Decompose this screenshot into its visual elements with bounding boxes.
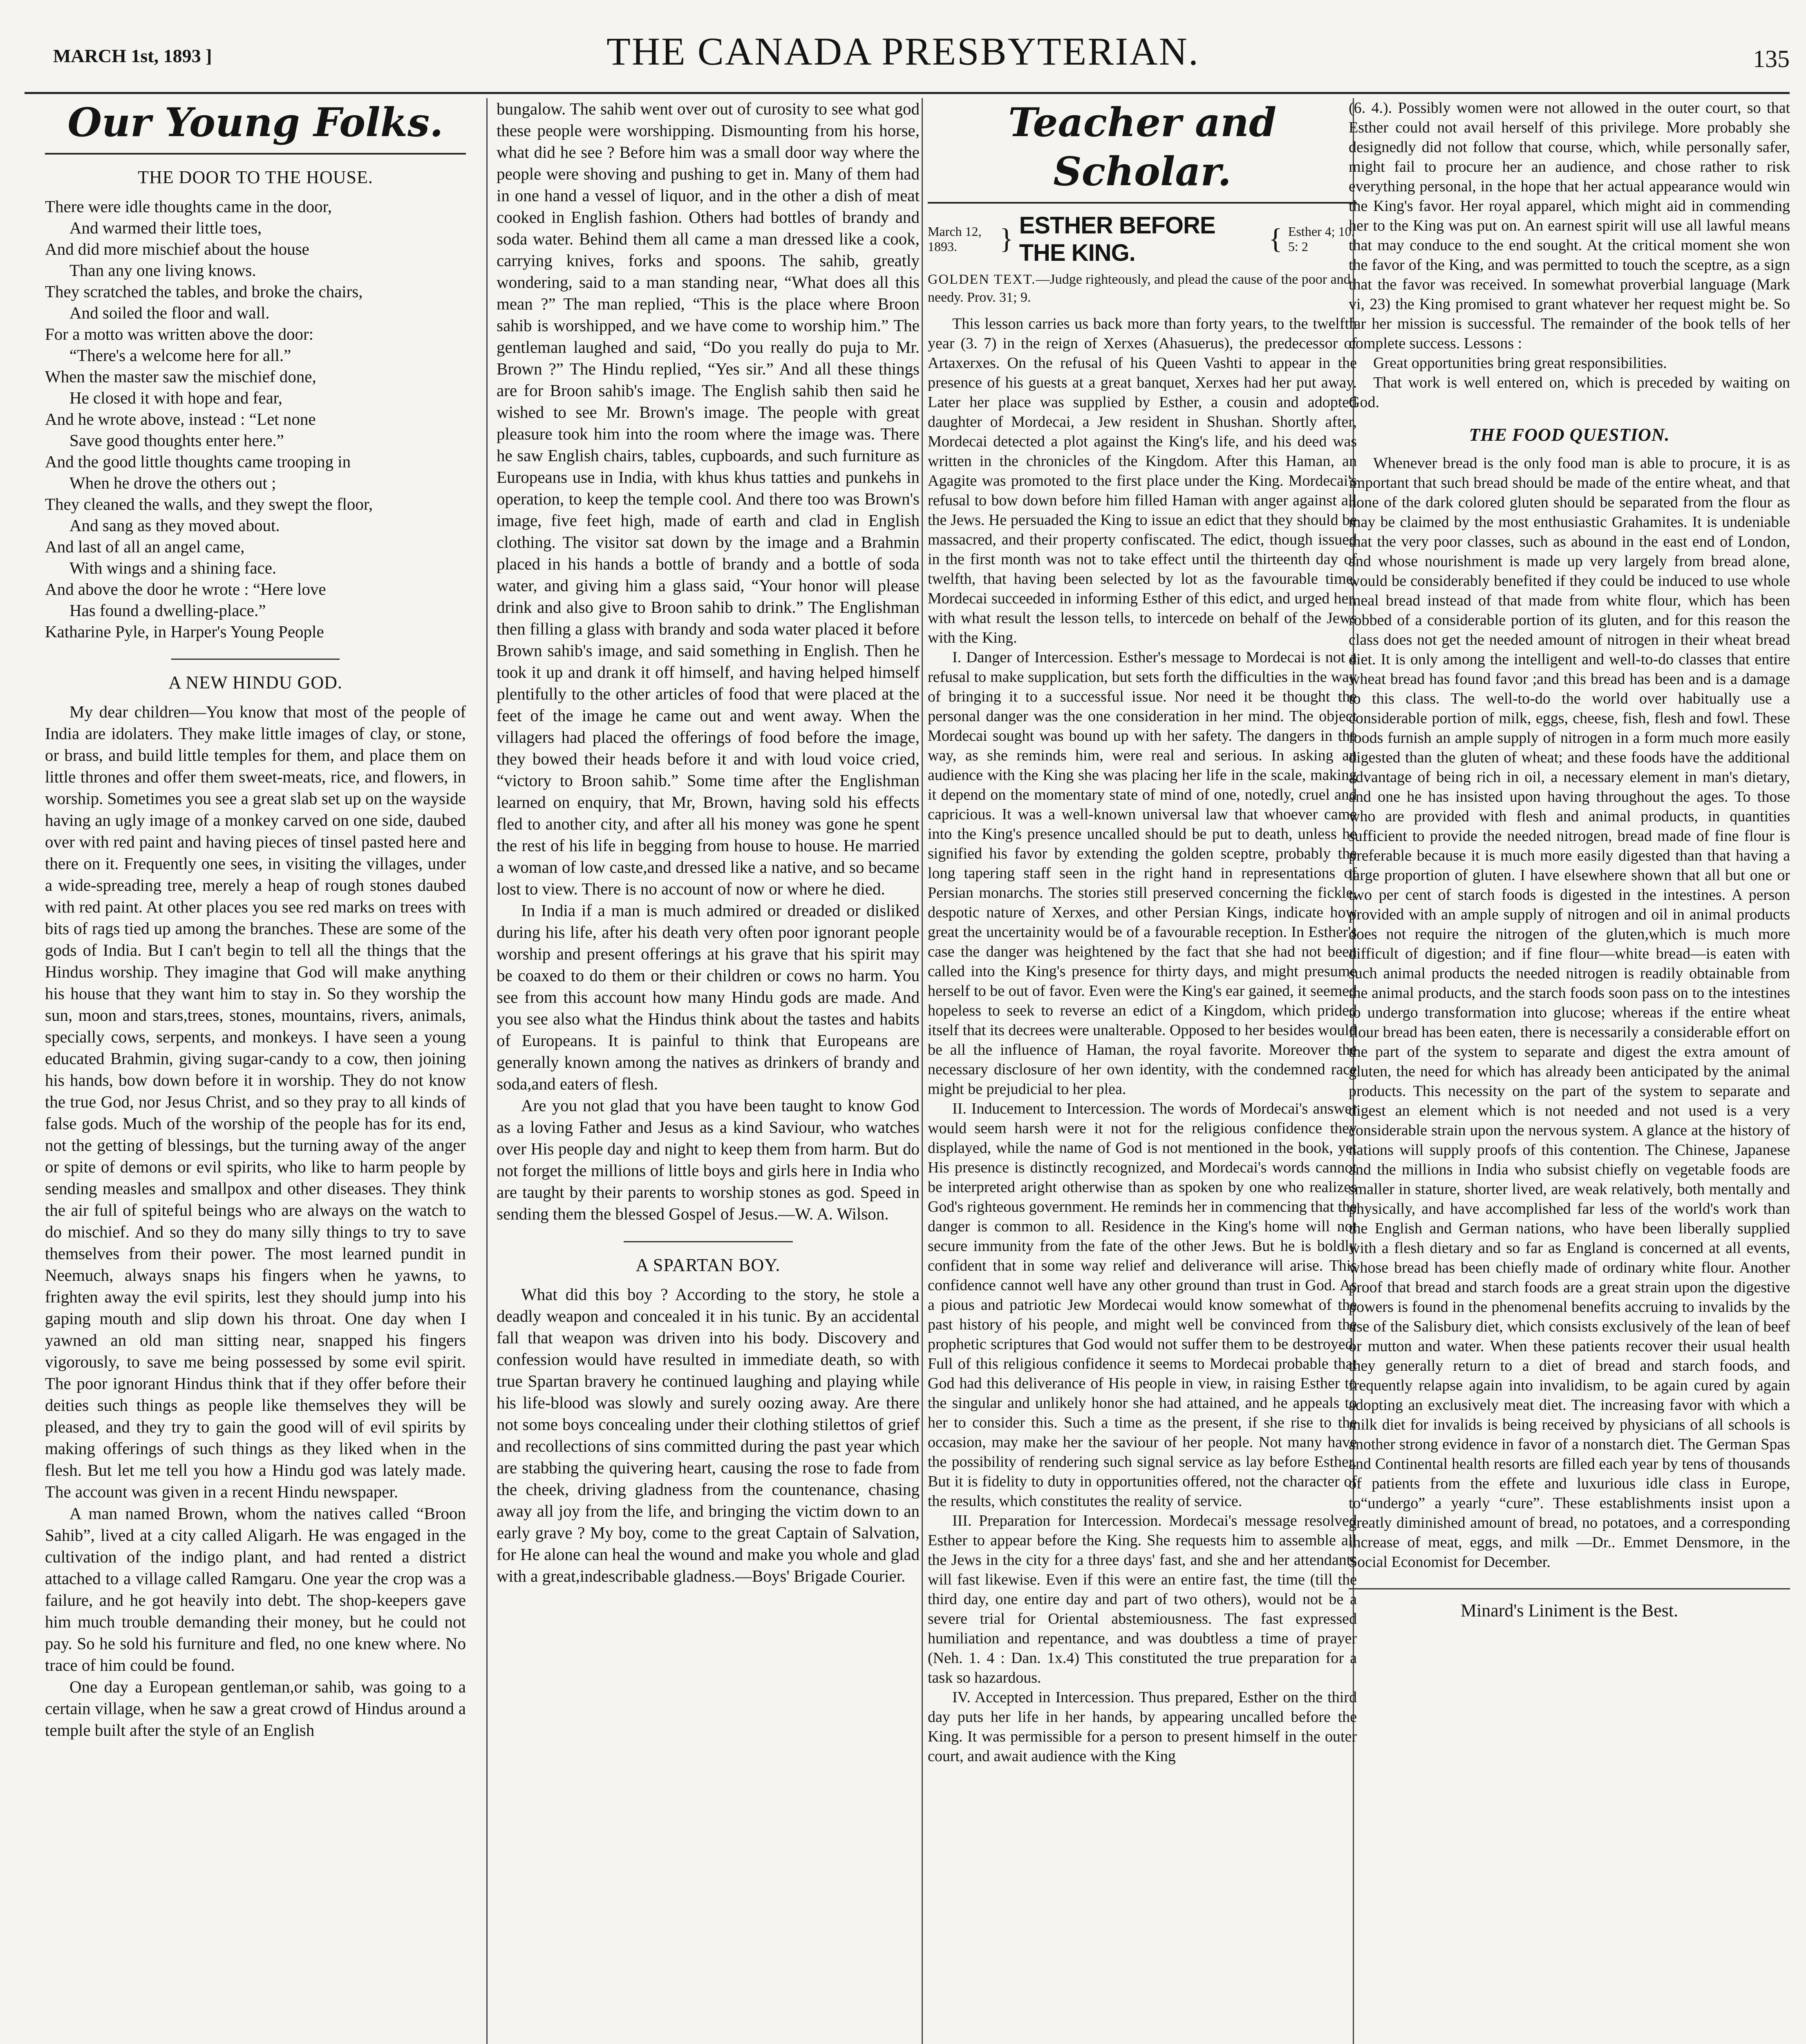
poem-byline: Katharine Pyle, in Harper's Young People (45, 622, 324, 641)
column-3 (928, 98, 1357, 2044)
poem-line: And he wrote above, instead : “Let none (45, 410, 316, 428)
divider (171, 659, 340, 660)
paragraph: (6. 4.). Possibly women were not allowed in the outer court, so that Esther could not avail herself of this privilege. More probably she designedly did not follow that course, which, while personally safer, might fail to procure her an audience, and chose rather to risk everything personal, in the hope that her actual appearance would win the King's favor. Her royal apparel, which might aid in commending her to the King was put on. An earnest spirit will use all lawful means that may conduce to the end sought. At the critical moment she won the favor of the King, and was permitted to touch the sceptre, as a sign that the favor was received. In somewhat proverbial language (Mark vi, 23) the King promised to grant whatever her request might be. So far her mission is successful. The remainder of the book tells of her complete success. Lessons : (1349, 99, 1790, 352)
column-divider (922, 98, 923, 2044)
column-2 (497, 98, 920, 2044)
issue-date: MARCH 1st, 1893 ] (53, 45, 212, 66)
paragraph: That work is well entered on, which is preceded by waiting on God. (1349, 374, 1790, 411)
paragraph: II. Inducement to Intercession. The words of Mordecai's answer would seem harsh were it not for the religious confidence they displayed, while the name of God is not mentioned in the book, yet His presence is distinctly recognized, and Mordecai's words cannot be interpreted aright otherwise than as spoken by one who realizes God's righteous government. He reminds her in commencing that the danger is common to all. Residence in the King's home will not secure immunity from the fate of the other Jews. But he is boldly confident that in some way relief and deliverance will arise. This confidence cannot well have any other ground than trust in God. As a pious and patriotic Jew Mordecai would know somewhat of the past history of his people, and might well be convinced from the prophetic scriptures that God would not suffer them to be destroyed. Full of this religious confidence it seems to Mordecai probable that God had this deliverance of His people in view, in raising Esther to the singular and unlikely honor she had attained, and he appeals to her to consider this. Such a time as the present, if she rise to the occasion, may make her the saviour of her people. Not many have the possibility of rendering such signal service as lay before Esther. But it is fidelity to duty in opportunities offered, not the character of the results, which constitutes the reality of service. (928, 1100, 1357, 1510)
article-title: A NEW HINDU GOD. (168, 672, 342, 693)
poem-line: And the good little thoughts came trooping in (45, 452, 351, 471)
header-rule (25, 92, 1790, 94)
paragraph: I. Danger of Intercession. Esther's message to Mordecai is not a refusal to make supplication, but sets forth the difficulties in the way of bringing it to a successful issue. Nor need it be thought the personal danger was the one consideration in her mind. The object Mordecai sought was bound up with her safety. The dangers in the way, as she reminds him, were real and serious. In asking an audience with the King she was placing her life in the scale, making it depend on the momentary state of mind of one, notedly, cruel and capricious. It was a well-known universal law that whoever came into the King's presence uncalled should be put to death, unless he signified his favor by extending the golden sceptre, probably the long tapering staff seen in the right hand in representations of Persian monarchs. The stories still preserved concerning the fickle, despotic nature of Xerxes, and other Persian Kings, indicate how great the uncertainity would be of a favourable reception. In Esther's case the danger was heightened by the fact that she had not been called into the King's presence for thirty days, and might presume herself to be out of favor. Even were the King's ear gained, it seemed hopeless to seek to reverse an edict of a Kingdom, which prided itself that its decrees were unalterable. Opposed to her besides would be all the influence of Haman, the royal favorite. Moreover the necessary disclosure of her own identity, with the condemned race might be prejudicial to her plea. (928, 649, 1357, 1098)
poem-line: Has found a dwelling-place.” (69, 601, 266, 620)
poem-line: And last of all an angel came, (45, 537, 245, 556)
brace-right-icon: { (1269, 223, 1282, 255)
poem-line: And warmed their little toes, (69, 218, 262, 237)
golden-text-body: —Judge righteously, and plead the cause of the poor and needy. Prov. 31; 9. (928, 272, 1351, 305)
golden-text (928, 271, 1357, 307)
poem-line: And sang as they moved about. (69, 516, 280, 535)
section-masthead-young-folks: Our Young Folks. (45, 98, 466, 155)
paragraph: My dear children—You know that most of the people of India are idolaters. They make little images of clay, or stone, or brass, and build little temples for them, and place them on little thrones and offer them sweet-meats, rice, and flowers, in worship. Sometimes you see a great slab set up on the wayside having an ugly image of a monkey carved on one side, daubed over with red paint and having pieces of tinsel pasted here and there on it. Frequently one sees, in visiting the villages, under a wide-spreading tree, merely a heap of rough stones daubed with red paint. At other places you see red marks on trees with bits of rags tied up among the branches. These are some of the gods of India. But I can't begin to tell all the things that the Hindus worship. They imagine that God will make anything his house that they want him to stay in. So they worship the sun, moon and stars,trees, stones, mountains, rivers, animals, specially cows, serpents, and monkeys. I have seen a young educated Brahmin, giving sugar-candy to a cow, then joining his hands, bow down before it in worship. They do not know the true God, nor Jesus Christ, and so they pray to all kinds of false gods. Much of the worship of the people has for its end, not the getting of blessings, but the turning away of the anger or spite of demons or evil spirits, who like to harm people by sending measles and smallpox and other diseases. They think the air full of spiteful beings who are always on the watch to do mischief. And so they do many silly things to try to save themselves from their power. The most learned pundit in Neemuch, always snaps his fingers when he yawns, to frighten away the evil spirits, lest they should jump into his gaping mouth and slip down his throat. One day when I yawned an old man sitting near, snapped his fingers vigorously, to save me being possessed by some evil spirit. The poor ignorant Hindus think that if they offer before their deities such things as people like themselves they will be pleased, and they try to gain the good will of evil spirits by making offerings of such things as they liked when in the flesh. But let me tell you how a Hindu god was lately made. The account was given in a recent Hindu newspaper. (45, 702, 466, 1501)
article-title: A SPARTAN BOY. (636, 1255, 781, 1275)
paragraph: This lesson carries us back more than forty years, to the twelfth year (3. 7) in the reign of Xerxes (Ahasuerus), the predecessor of Artaxerxes. On the refusal of his Queen Vashti to appear in the presence of his guests at a great banquet, Xerxes had her put away. Later her place was supplied by Esther, a cousin and adopted daughter of Mordecai, a Jew resident in Shushan. Shortly after, Mordecai detected a plot against the King's life, and his deed was written in the chronicles of the Kingdom. After this Haman, an Agagite was promoted to the first place under the King. Mordecai's refusal to bow down before him filled Haman with anger against all the Jews. He persuaded the King to issue an edict that they should be massacred, and their property confiscated. The edict, though issued in the first month was not to take effect until the thirteenth day of twelfth, that having been selected by lot as the favourable time. Mordecai succeeded in informing Esther of this edict, and urged her, with what result the lesson tells, to intercede on behalf of the Jews with the King. (928, 315, 1357, 646)
newspaper-title: THE CANADA PRESBYTERIAN. (606, 29, 1200, 73)
poem-line: For a motto was written above the door: (45, 325, 314, 343)
column-1 (45, 98, 466, 2044)
poem-title: THE DOOR TO THE HOUSE. (138, 167, 373, 187)
poem-line: And above the door he wrote : “Here love (45, 580, 326, 598)
brace-left-icon: } (999, 223, 1014, 255)
paragraph: Great opportunities bring great responsibilities. (1373, 354, 1667, 372)
poem-line: He closed it with hope and fear, (69, 388, 282, 407)
poem-line: Save good thoughts enter here.” (69, 431, 284, 450)
article-title: THE FOOD QUESTION. (1469, 425, 1670, 445)
paragraph: III. Preparation for Intercession. Mordecai's message resolved Esther to appear before the King. She requests him to assemble all the Jews in the city for a three days' fast, and she and her attendants will fast likewise. Even if this were an entire fast, the time (till the third day, one entire day and part of two others), would not be a severe trial for Oriental abstemiousness. The fast expressed humiliation and repentance, and was doubtless a time of prayer (Neh. 1. 4 : Dan. 1x.4) This constituted the true preparation for a task so hazardous. (928, 1512, 1357, 1686)
paragraph: Whenever bread is the only food man is able to procure, it is as important that such bread should be made of the entire wheat, and that none of the dark colored gluten should be separated from the flour as may be claimed by the most enthusiastic Grahamites. It is undeniable that the very poor classes, such as abound in the east end of London, and whose nourishment is made up very largely from bread alone, would be considerably benefited if they could be induced to use whole meal bread instead of that made from white flour, which has been robbed of a considerable portion of its gluten, and for this reason the class does not get the needed amount of nitrogen in their wheat bread diet. It is only among the intelligent and well-to-do classes that entire wheat bread has found favor ;and this bread has been and is a damage to this class. The well-to-do the world over habitually use a considerable portion of milk, eggs, cheese, fish, flesh and fowl. These foods furnish an ample supply of nitrogen in a form much more easily digested than the gluten of wheat; and these foods have the additional advantage of being rich in oil, a necessary element in man's dietary, and one he has insisted upon having throughout the ages. To those who are provided with flesh and animal products, in quantities sufficient to provide the needed nitrogen, bread made of fine flour is preferable because it is much more easily digested than that having a large proportion of gluten. I have elsewhere shown that all but one or two per cent of starch foods is digested in the intestines. A person provided with an ample supply of nitrogen and oil in animal products does not require the nitrogen of the gluten,which is much more difficult of digestion; and if fine flour—white bread—is eaten with such animal products the needed nitrogen is readily obtainable from the animal products, and the starch foods soon pass on to the intestines to undergo transformation into glucose; whereas if the entire wheat flour bread has been eaten, there is necessarily a considerable effort on the part of the system to separate and digest the extra amount of gluten, the need for which has already been anticipated by the animal products. This necessity on the part of the system to separate and digest an element which is not needed and not used is a very considerable strain upon the nervous system. A glance at the history of nations will supply proofs of this contention. The Chinese, Japanese and the millions in India who subsist chiefly on vegetable foods are smaller in stature, shorter lived, are weak relatively, both mentally and physically, and have accomplished far less of the world's work than the English and German nations, who have been liberally supplied with a flesh dietary and so far as England is concerned at all events, whose bread has been chiefly made of ordinary white flour. Another proof that bread and starch foods are a great strain upon the digestive powers is found in the phenomenal benefits accruing to invalids by the use of the Salisbury diet, which consists exclusively of the lean of beef or mutton and water. When these patients recover their usual health they generally return to a diet of bread and starch foods, and frequently relapse again into invalidism, to be again cured by again adopting an exclusively meat diet. The increasing favor with which a milk diet for invalids is being received by physicians of all schools is another strong evidence in favor of a nonstarch diet. The German Spas and Continental health resorts are filled each year by tens of thousands of patients from the effete and luxurious idle class in Europe, to“undergo” a yearly “cure”. These establishments insist upon a greatly diminished amount of bread, no potatoes, and a corresponding increase of meat, eggs, and milk —Dr.. Emmet Densmore, in the Social Economist for December. (1349, 455, 1790, 1571)
poem-line: Than any one living knows. (69, 261, 256, 280)
column-divider (486, 98, 488, 2044)
poem-line: When the master saw the mischief done, (45, 367, 316, 386)
paragraph: Are you not glad that you have been taught to know God as a loving Father and Jesus as a kind Saviour, who watches over His people day and night to keep them from harm. But do not forget the millions of little boys and girls here in India who are taught by their parents to worship stones as god. Speed in sending them the blessed Gospel of Jesus.—W. A. Wilson. (497, 1096, 920, 1223)
poem-line: There were idle thoughts came in the door, (45, 197, 332, 216)
paragraph: IV. Accepted in Intercession. Thus prepared, Esther on the third day puts her life in her hands, by appearing uncalled before the King. It was permissible for a person to present himself in the outer court, and await audience with the King (928, 1689, 1357, 1765)
poem (45, 196, 466, 621)
lesson-date: March 12, 1893. (928, 224, 982, 254)
section-masthead-teacher-scholar: Teacher and Scholar. (928, 98, 1357, 204)
golden-text-label: GOLDEN TEXT. (928, 272, 1036, 287)
poem-line: With wings and a shining face. (69, 558, 277, 577)
poem-line: And did more mischief about the house (45, 240, 309, 258)
lesson-title: ESTHER BEFORE THE KING. (1019, 212, 1215, 266)
article-body (497, 1284, 920, 1587)
article-body (45, 701, 466, 1741)
paragraph: What did this boy ? According to the story, he stole a deadly weapon and concealed it in his tunic. By an accidental fall that weapon was driven into his body. Discovery and confession would have resulted in immediate death, so with true Spartan bravery he continued laughing and playing while his life-blood was slowly and surely oozing away. Are there not some boys concealing under their clothing stilettos of grief and recollections of sins committed during the past year which are stabbing the quivering heart, causing the rose to fade from the cheek, driving gladness from the countenance, chasing away all joy from the life, and bringing the victim down to an early grave ? My boy, come to the great Captain of Salvation, for He alone can heal the wound and make you whole and glad with a great,indescribable gladness.—Boys' Brigade Courier. (497, 1285, 920, 1585)
divider (624, 1241, 793, 1242)
lesson-reference: Esther 4; 10. 5: 2 (1288, 224, 1355, 254)
lesson-heading (928, 212, 1357, 267)
paragraph: A man named Brown, whom the natives called “Broon Sahib”, lived at a city called Aligarh. He was engaged in the cultivation of the indigo plant, and had rented a district attached to a village called Ramgaru. One year the crop was a failure, and he got heavily into debt. The shop-keepers gave him much trouble demanding their money, but he could not pay. So he sold his furniture and fled, no one knew where. No trace of him could be found. (45, 1504, 466, 1674)
lesson-body-continued (1349, 98, 1790, 412)
paragraph: bungalow. The sahib went over out of curosity to see what god these people were worshipping. Dismounting from his horse, what did he see ? Before him was a small door way where the people were shoving and pushing to get in. Many of them had in one hand a vessel of liquor, and in the other a dish of meat cooked in English fashion. Others had bottles of brandy and soda water. Behind them all came a man dressed like a cook, carrying knives, forks and spoons. The sahib, greatly wondering, said to a man standing near, “What does all this mean ?” The man replied, “This is the place where Broon sahib is worshipped, and we have come to worship him.” The gentleman laughed and said, “Do you really do puja to Mr. Brown ?” The Hindu replied, “Yes sir.” And all these things are for Broon sahib's image. The English sahib then said he wished to see Mr. Brown's image. The people with great pleasure took him into the room where the image was. There he saw English chairs, tables, cupboards, and such furniture as Europeans use in India, with khus khus tatties and punkehs in operation, to keep the temple cool. And there too was Brown's image, five feet high, made of earth and clad in English clothing. The visitor sat down by the image and a Brahmin placed in his hands a bottle of brandy and a bottle of soda water, and giving him a glass said, “Your honor will please drink and also give to Broon sahib to drink.” The Englishman then filling a glass with brandy and soda water placed it before Brown sahib's image, and said something in English. Then he took it up and drank it off himself, and having helped himself plentifully to the other articles of food that were placed at the feet of the image he came out and went away. When the villagers had placed the offerings of food before the image, they bowed their heads before it and with loud voice cried, “victory to Broon sahib.” Some time after the Englishman learned on enquiry, that Mr, Brown, having sold his effects fled to another city, and after all his money was gone he spent the rest of his life in begging from house to house. He married a woman of low caste,and dressed like a native, and so became lost to view. There is no account of now or where he died. (497, 99, 920, 898)
poem-line: When he drove the others out ; (69, 473, 276, 492)
page-number: 135 (1753, 45, 1790, 72)
page-header (0, 0, 1806, 73)
paragraph: One day a European gentleman,or sahib, was going to a certain village, when he saw a great crowd of Hindus around a temple built after the style of an English (45, 1677, 466, 1739)
paragraph: In India if a man is much admired or dreaded or disliked during his life, after his death very often poor ignorant people worship and present offerings at his grave that his spirit may be coaxed to do them or their children or cows no harm. You see from this account how many Hindu gods are made. And you see also what the Hindus think about the tastes and habits of Europeans. It is painful to think that Europeans are generally known among the natives as drinkers of brandy and soda,and eaters of flesh. (497, 901, 920, 1093)
advertisement-line: Minard's Liniment is the Best. (1349, 1588, 1790, 1621)
poem-line: They scratched the tables, and broke the chairs, (45, 282, 363, 301)
poem-line: “There's a welcome here for all.” (69, 346, 291, 365)
column-4 (1349, 98, 1790, 2044)
article-body (497, 98, 920, 1225)
lesson-body (928, 314, 1357, 1766)
poem-line: They cleaned the walls, and they swept the floor, (45, 495, 373, 513)
article-body (1349, 453, 1790, 1572)
poem-line: And soiled the floor and wall. (69, 303, 270, 322)
